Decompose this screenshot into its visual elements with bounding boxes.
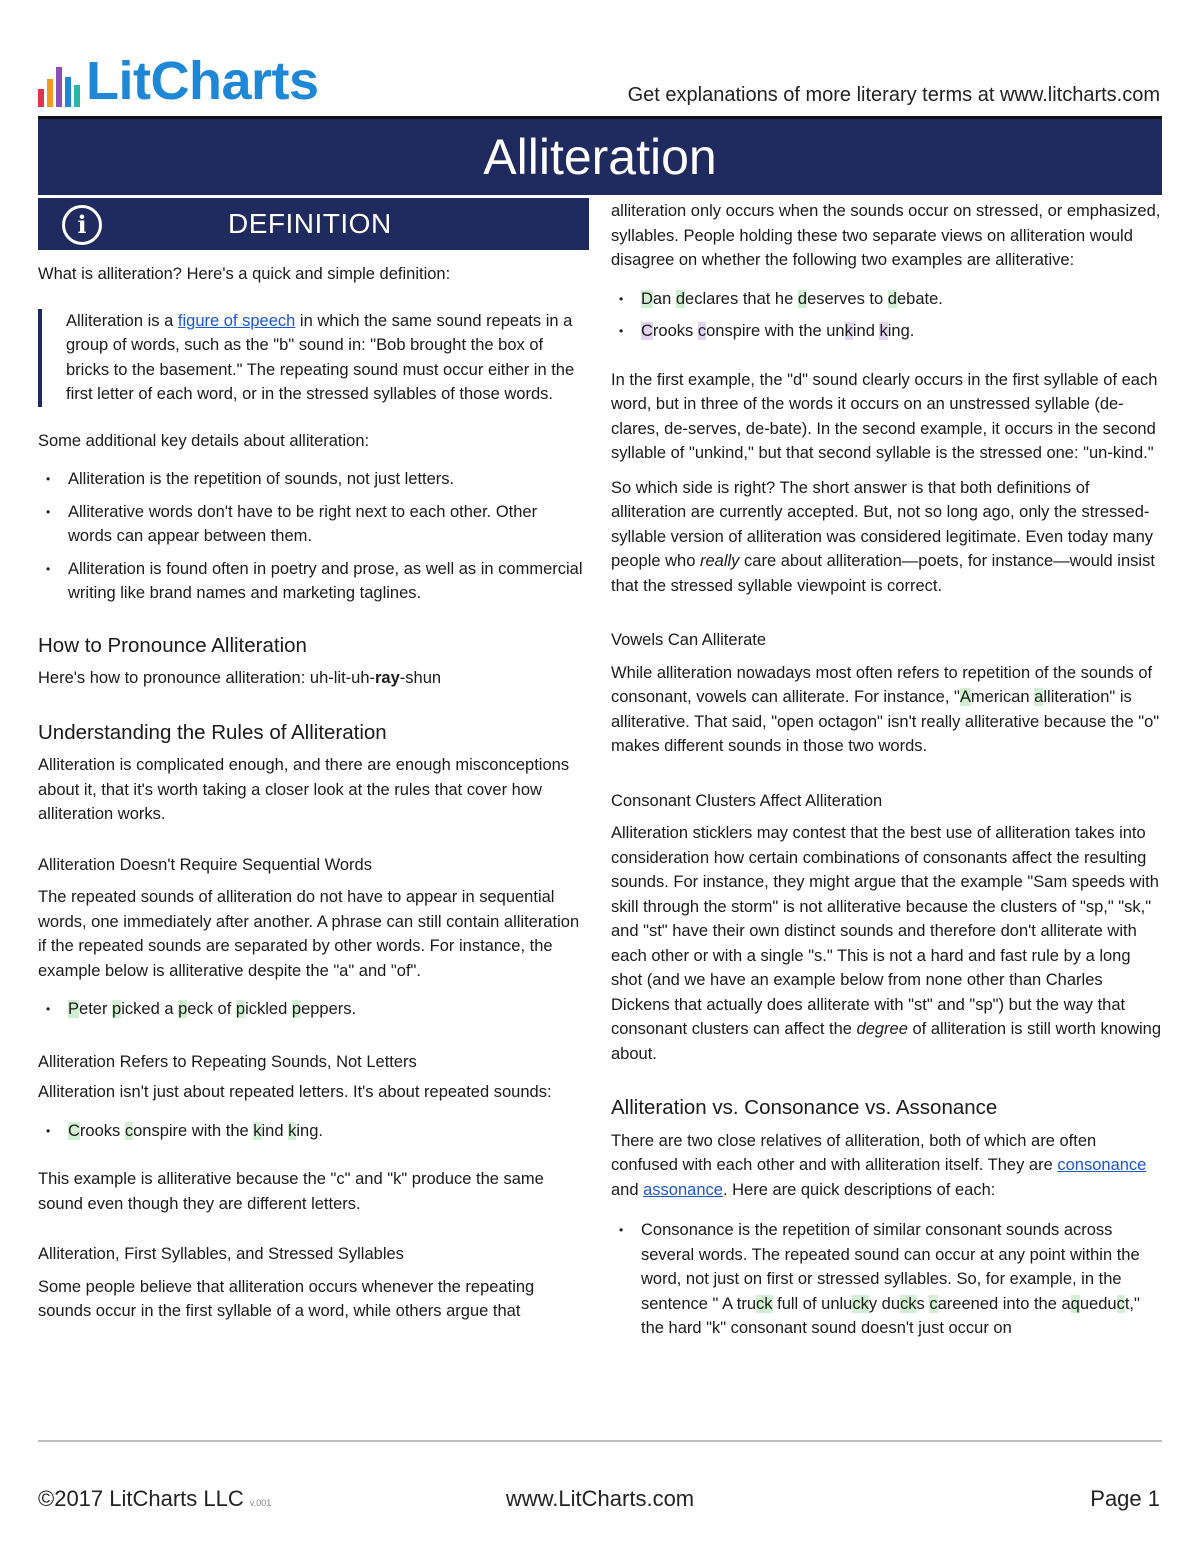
vowels-text: While alliteration nowadays most often refers to repetition of the sounds of consonant, vowels can alliterate. For instance, "American alliteration" is alliterative. That said, "open octagon" isn't really alliterative because the "o" makes different sounds in those two words.: [611, 663, 1160, 755]
definition-quote: [38, 309, 583, 407]
syllables-text: Some people believe that alliteration occurs whenever the repeating sounds occur in the first syllable of a word, while others argue that: [38, 1277, 535, 1320]
definition-header: [38, 198, 589, 250]
sequential-heading: Alliteration Doesn't Require Sequential Words: [38, 855, 372, 874]
version: v.001: [249, 1498, 272, 1508]
details-list: [38, 467, 583, 606]
sounds-text: Alliteration isn't just about repeated letters. It's about repeated sounds:: [38, 1083, 552, 1101]
clusters-heading: Consonant Clusters Affect Alliteration: [611, 791, 883, 810]
crooks-list: [38, 1119, 583, 1144]
syllables-continued: alliteration only occurs when the sounds occur on stressed, or emphasized, syllables. People holding these two separate views on alliteration would disagree on whether the following two examples are alliterative:: [611, 202, 1161, 269]
sounds-heading: Alliteration Refers to Repeating Sounds, Not Letters: [38, 1052, 417, 1071]
copyright: ©2017 LitCharts LLC v.001: [38, 1486, 272, 1511]
peter-example: • Peter picked a peck of pickled peppers.: [38, 997, 583, 1022]
left-column: [38, 262, 583, 1324]
rules-heading: Understanding the Rules of Alliteration: [38, 720, 387, 744]
info-icon: i: [62, 205, 102, 245]
pronounce-text: Here's how to pronounce alliteration: uh-lit-uh-ray-shun: [38, 669, 442, 687]
details-intro: Some additional key details about alliteration:: [38, 431, 370, 450]
tagline: Get explanations of more literary terms at www.litcharts.com: [627, 84, 1160, 106]
definition-intro: What is alliteration? Here's a quick and simple definition:: [38, 265, 451, 283]
consonance-link[interactable]: consonance: [1057, 1156, 1147, 1174]
peter-list: [38, 997, 583, 1022]
footer-divider: [38, 1440, 1162, 1442]
assonance-link[interactable]: assonance: [643, 1180, 723, 1199]
syllables-heading: Alliteration, First Syllables, and Stressed Syllables: [38, 1245, 404, 1263]
bar-chart-icon: [38, 67, 80, 107]
examples-list: [611, 287, 1163, 344]
list-item: • Alliterative words don't have to be right next to each other. Other words can appear between them.: [38, 500, 583, 549]
page-title: Alliteration: [38, 116, 1162, 195]
crooks-example: • Crooks conspire with the kind king.: [38, 1119, 583, 1144]
vs-text: There are two close relatives of alliteration, both of which are often confused with each other and with alliteration itself. They are consonance and assonance. Here are quick descriptions of each:: [611, 1131, 1147, 1199]
list-item: • Alliteration is found often in poetry and prose, as well as in commercial writing like brand names and marketing taglines.: [38, 557, 583, 606]
definition-label: DEFINITION: [228, 208, 392, 239]
footer-site: [0, 1486, 1200, 1512]
clusters-text: Alliteration sticklers may contest that the best use of alliteration takes into consideration how certain combinations of consonants affect the resulting sounds. For instance, they might argue that the example "Sam speeds with skill through the storm" is not alliterative because the clusters of "sp," "sk," and "st" have their own distinct sounds and therefore don't alliterate with each other or with a single "s." This is not a hard and fast rule by a long shot (and we have an example below from none other than Charles Dickens that actually does alliterate with "st" and "sp") but the way that consonant clusters can affect the degree of alliteration is still worth knowing about.: [611, 824, 1162, 1063]
vowels-heading: Vowels Can Alliterate: [611, 631, 767, 649]
quote-text: in which the same sound repeats in a group of words, such as the "b" sound in: "Bob brought the box of bricks to the basement." The repeating sound must occur either in the first letter of each word, or in the stressed syllables of those words.: [66, 311, 575, 403]
consonance-item: • Consonance is the repetition of similar consonant sounds across several words. The repeated sound can occur at any point within the word, not just on first or stressed syllables. So, for example, in the sentence " A truck full of unlucky ducks careened into the aqueduct," the hard "k" consonant sound doesn't just occur on: [611, 1218, 1163, 1341]
right-column: [611, 199, 1163, 1341]
which-side-text: So which side is right? The short answer is that both definitions of alliteration are currently accepted. But, not so long ago, only the stressed-syllable version of alliteration was considered legitimate. Even today many people who really care about alliteration—poets, for instance—would insist that the stressed syllable viewpoint is correct.: [611, 478, 1155, 595]
analysis-text: In the first example, the "d" sound clearly occurs in the first syllable of each word, but in three of the words it occurs on an unstressed syllable (de-clares, de-serves, de-bate). In the second example, it occurs in the second syllable of "unkind," but that second syllable is the stressed one: "un-kind.": [611, 370, 1158, 462]
vs-heading: Alliteration vs. Consonance vs. Assonance: [611, 1096, 998, 1119]
vs-list: [611, 1218, 1163, 1341]
quote-text: Alliteration is a: [66, 311, 178, 330]
sequential-text: The repeated sounds of alliteration do not have to appear in sequential words, one immediately after another. A phrase can still contain alliteration if the repeated sounds are separated by other words. For instance, the example below is alliterative despite the "a" and "of".: [38, 888, 580, 980]
figure-of-speech-link[interactable]: figure of speech: [177, 311, 296, 330]
litcharts-logo[interactable]: [38, 51, 368, 111]
crooks-unkind-example: • Crooks conspire with the unkind king.: [611, 319, 1163, 344]
dan-example: • Dan declares that he deserves to debate.: [611, 287, 1163, 312]
logo-text: LitCharts: [86, 51, 319, 111]
pronounce-heading: How to Pronounce Alliteration: [38, 633, 307, 657]
page-number: Page 1: [1090, 1486, 1160, 1511]
sounds-after: This example is alliterative because the "c" and "k" produce the same sound even though they are different letters.: [38, 1170, 544, 1213]
rules-intro: Alliteration is complicated enough, and there are enough misconceptions about it, that it's worth taking a closer look at the rules that cover how alliteration works.: [38, 756, 570, 823]
site-link[interactable]: www.LitCharts.com: [505, 1486, 695, 1511]
list-item: • Alliteration is the repetition of sounds, not just letters.: [38, 467, 583, 492]
